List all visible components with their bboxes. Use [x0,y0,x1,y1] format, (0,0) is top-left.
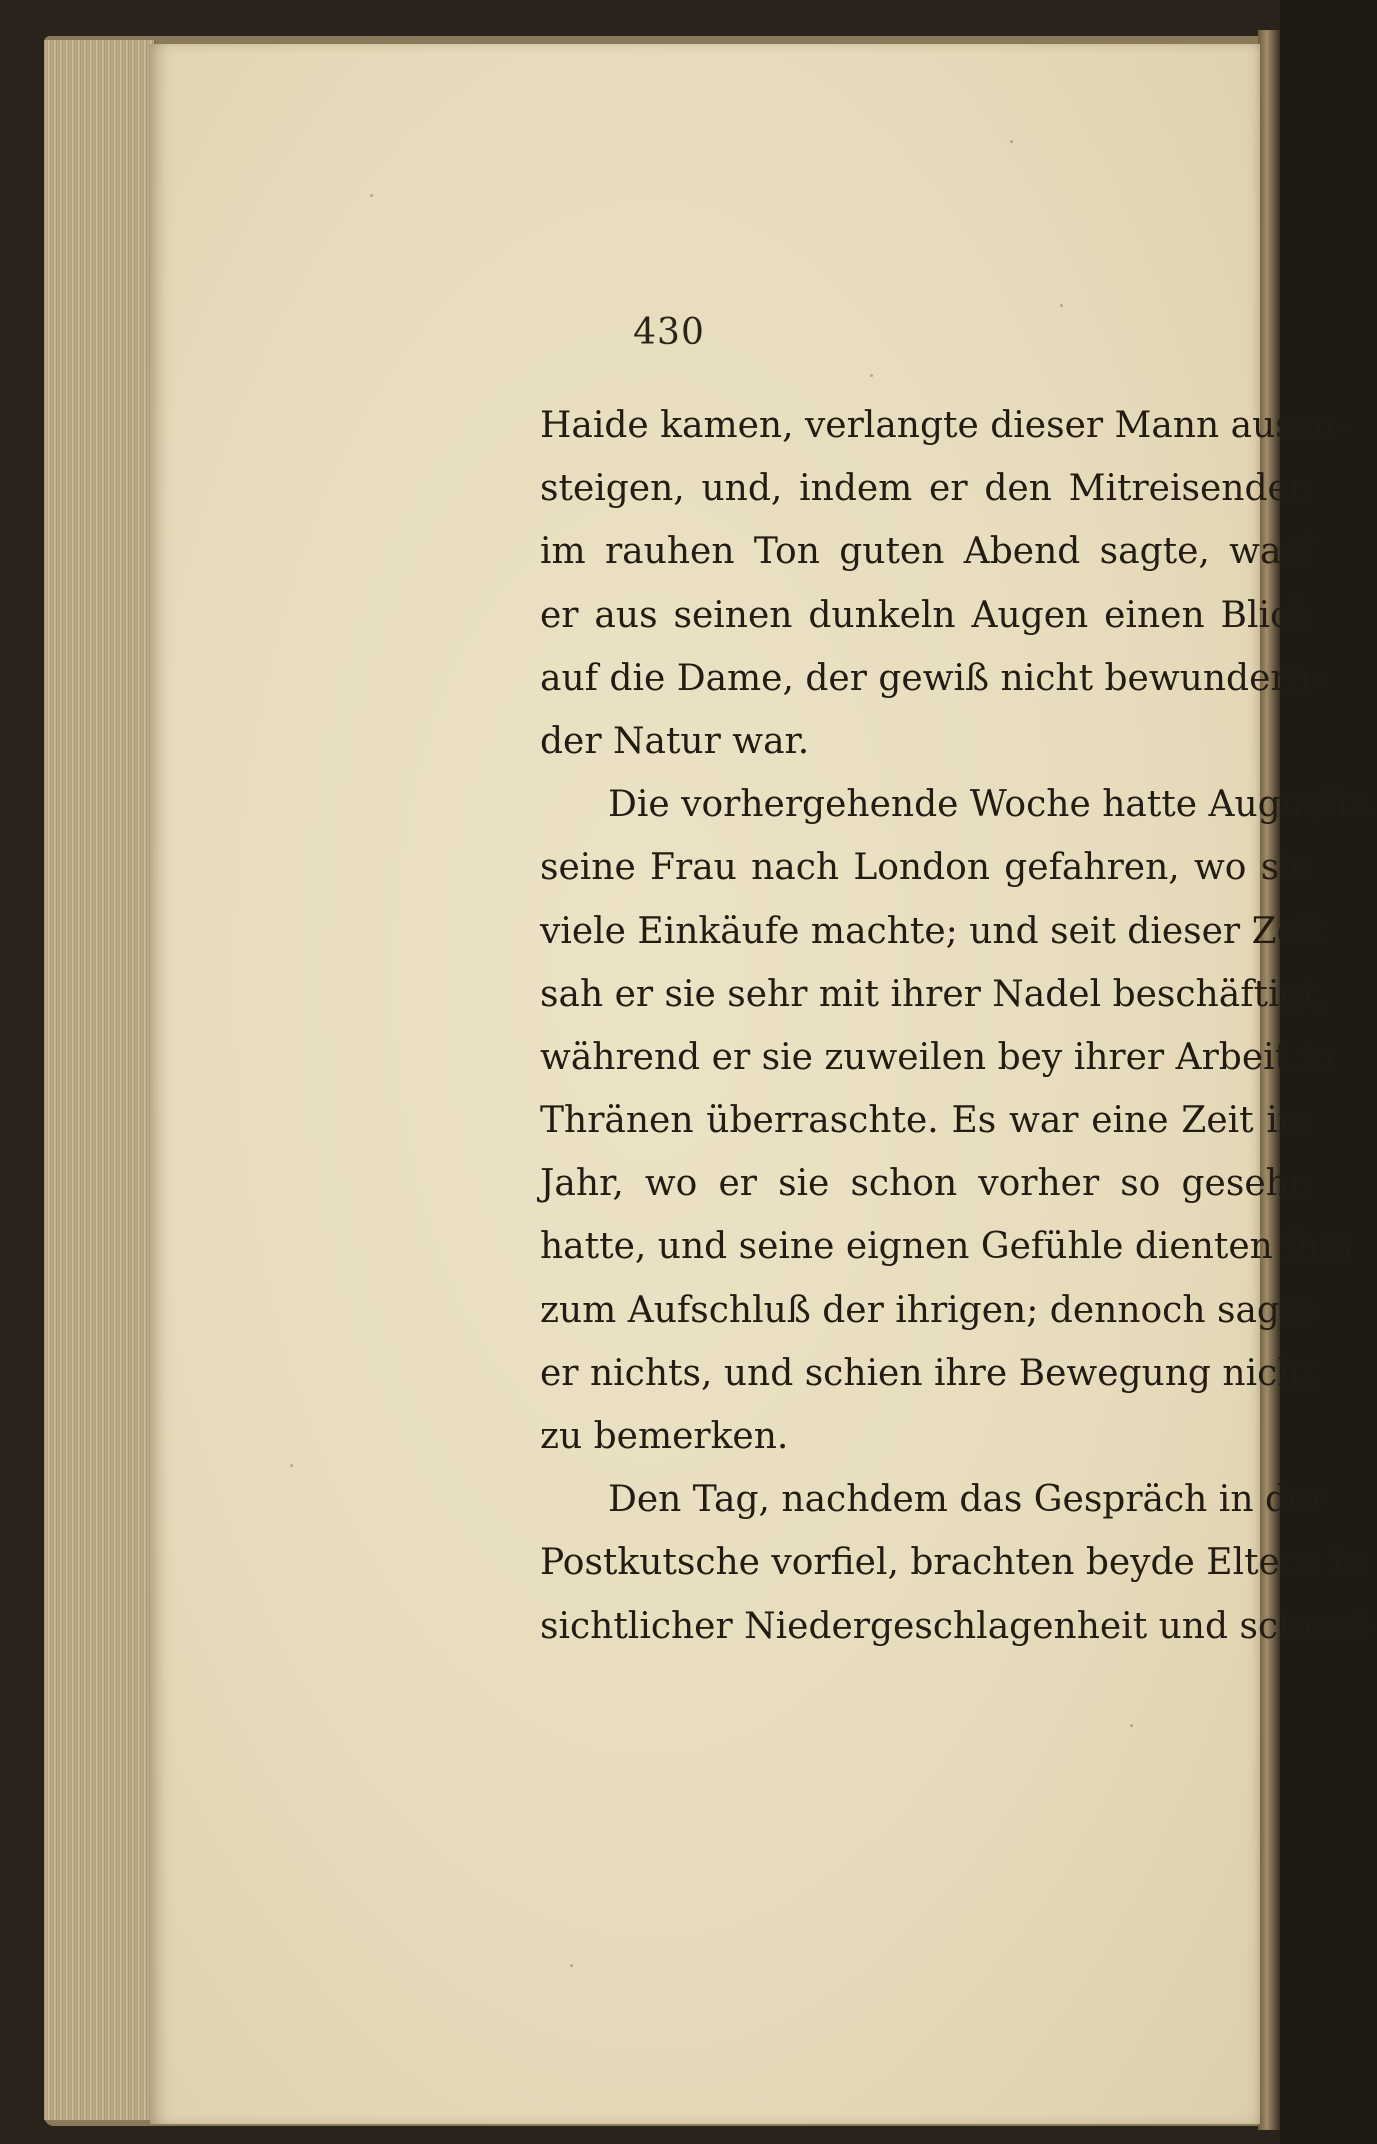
text-line: auf die Dame, der gewiß nicht bewundern- [540,657,1323,699]
text-line: Postkutsche vorfiel, brachten beyde Eltern in [540,1542,1367,1584]
paper-speck [290,1464,293,1467]
text-line: hatte, und seine eignen Gefühle dienten ihm [540,1226,1354,1268]
paper-speck [370,194,373,197]
paper-speck [1060,304,1063,307]
text-line: der Natur war. [540,720,810,762]
book-page [150,44,1377,2124]
page-number: 430 [633,312,705,353]
paper-speck [1130,1724,1133,1727]
page-text [540,394,1377,1658]
text-line: Haide kamen, verlangte dieser Mann auszu- [540,405,1349,446]
text-line: während er sie zuweilen bey ihrer Arbeit in [540,1036,1336,1078]
paper-speck [870,374,873,377]
text-line: zu bemerken. [540,1416,789,1457]
text-line: er nichts, und schien ihre Bewegung nicht [540,1352,1315,1394]
page-edges [44,40,156,2120]
text-line: er aus seinen dunkeln Augen einen Blick [540,594,1312,636]
text-line: im rauhen Ton guten Abend sagte, warf [540,531,1312,573]
text-line: Die vorhergehende Woche hatte Augustin [608,784,1372,826]
text-line: steigen, und, indem er den Mitreisenden [540,468,1312,510]
paper-speck [570,1964,573,1967]
text-line: zum Aufschluß der ihrigen; dennoch sagte [540,1289,1316,1331]
text-line: Den Tag, nachdem das Gespräch in der [608,1479,1327,1521]
text-line: sichtlicher Niedergeschlagenheit und schwei- [540,1605,1377,1647]
text-line: seine Frau nach London gefahren, wo sie [540,847,1312,889]
text-line: viele Einkäufe machte; und seit dieser Zeit [540,910,1324,952]
text-line: sah er sie sehr mit ihrer Nadel beschäftigt, [540,973,1329,1015]
text-line: Jahr, wo er sie schon vorher so gesehn [540,1163,1312,1205]
paper-speck [1010,140,1013,143]
text-line: Thränen überraschte. Es war eine Zeit im [540,1100,1312,1142]
